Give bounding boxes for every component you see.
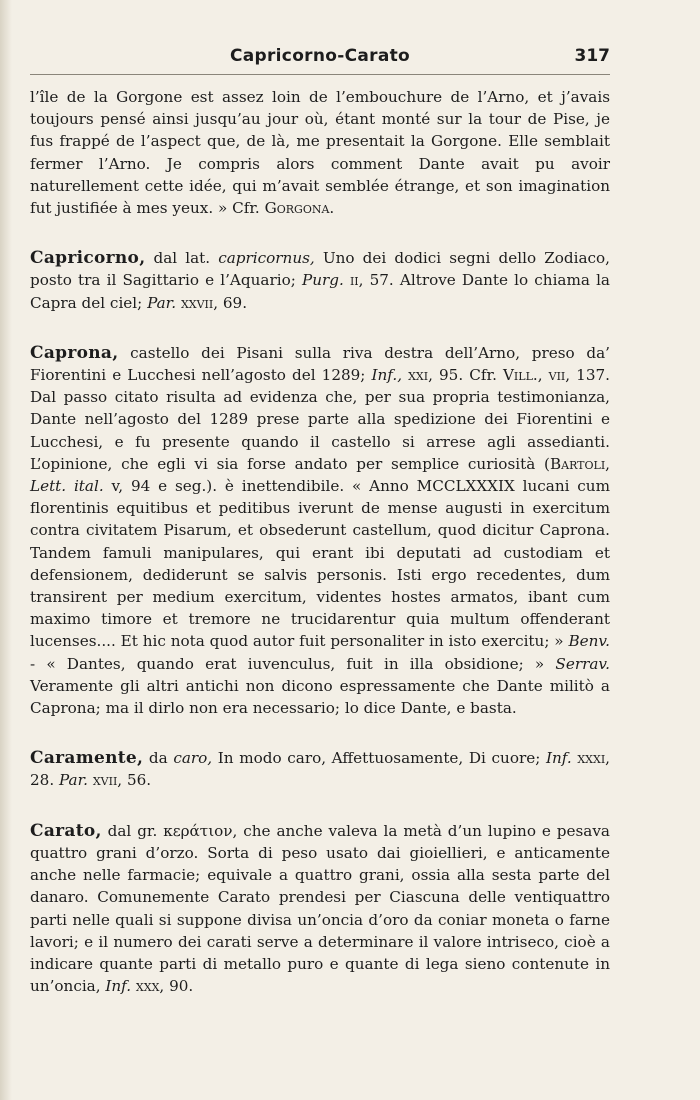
entry-text: castello dei Pisani sulla riva destra dell’Arno, preso da’ Fiorentini e Lucchesi nell’agosto del 1289; xyxy=(30,343,610,385)
entry-text: , 57. Altrove Dante lo chiama la Capra del ciel; xyxy=(30,271,610,312)
header-rule xyxy=(30,74,610,75)
citation-canto: xxx xyxy=(135,977,160,996)
citation-work: Par. xyxy=(58,771,88,790)
citation-canto: vii xyxy=(548,366,566,385)
entry-text: Veramente gli altri antichi non dicono espressamente che Dante militò a Caprona; ma il dirlo non era necessario; lo dice Dante, e basta. xyxy=(30,676,610,718)
entry-text: v, 94 e seg.). è inettendibile. « Anno MCCLXXXIX lucani cum florentinis equitibus et peditibus iverunt de mense augusti in exercitum contra civitatem Pisarum, et obsederunt castellum, quod dicitur Caprona. Tandem famuli manipulares, qui erant ibi deputati ad custodiam et defensionem, dediderunt se salvis personis. Isti ergo recedentes, dum transirent per medium exercitum, videntes hostes armatos, ibant cum maximo timore et tremore ne trucidarentur quia multum offenderant lucenses.... Et hic nota quod autor fuit personaliter in isto exercitu; » xyxy=(30,477,610,651)
entry-text: , 95. Cfr. xyxy=(428,366,503,385)
citation-commentator: Benv. xyxy=(568,632,610,651)
citation-canto: xxvii xyxy=(180,293,214,312)
entry-capricorno xyxy=(30,247,610,314)
citation-work: Par. xyxy=(147,293,177,312)
citation-canto: xvii xyxy=(92,771,118,790)
entry-text: - « Dantes, quando erat iuvenculus, fuit in illa obsidione; » xyxy=(30,654,556,673)
entry-text: , 28. xyxy=(30,749,610,790)
citation-work: Inf. xyxy=(545,749,572,768)
page-edge-shadow xyxy=(0,0,12,1100)
entry-text: dal gr. κεράτιον, che anche valeva la metà d’un lupino e pesava quattro grani d’orzo. Sorta di peso usato dai gioiellieri, e anticamente anche nelle farmacie; equivale a quattro grani, ossia alla sesta parte del danaro. Comunemente Carato prendesi per Ciascuna delle ventiquattro parti nelle quali si suppone divisa un’oncia d’oro da coniar moneta o farne lavori; e il numero dei carati serve a determinare il valore intriseco, cioè a indicare quante parti di metallo puro e quante di lega sieno contenute in un’oncia, xyxy=(30,821,610,996)
entry-headword: Carato, xyxy=(30,820,102,841)
citation-work: Purg. xyxy=(301,271,344,290)
citation-canto: xxi xyxy=(408,366,429,385)
intro-paragraph xyxy=(30,86,610,219)
entry-text: , xyxy=(605,454,610,473)
page-body xyxy=(30,86,610,997)
entry-text: Uno dei dodici segni dello Zodiaco, posto tra il Sagittario e l’Aquario; xyxy=(30,249,610,290)
page-header xyxy=(30,40,610,80)
entry-headword: Capricorno, xyxy=(30,248,146,269)
entry-text: , xyxy=(537,366,549,385)
running-head: Capricorno-Carato xyxy=(229,46,410,66)
entry-headword: Caprona, xyxy=(30,342,119,363)
entry-italic: capricornus, xyxy=(218,249,315,268)
citation-canto: ii xyxy=(349,271,359,290)
entry-caramente xyxy=(30,747,610,791)
citation-commentator: Serrav. xyxy=(555,654,610,673)
entry-italic: caro, xyxy=(173,749,213,768)
entry-text: , 56. xyxy=(117,771,152,790)
citation-work: Inf. xyxy=(105,977,132,996)
entry-carato xyxy=(30,820,610,998)
entry-text: , 137. Dal passo citato risulta ad evidenza che, per sua propria testimonianza, Dante nell’agosto del 1289 prese parte alla spedizione dei Fiorentini e Lucchesi, e fu presente quando il castello si arrese agli assedianti. L’opinione, che egli vi sia forse andato per semplice curiosità ( xyxy=(30,366,610,473)
entry-text: , 69. xyxy=(213,293,248,312)
entry-caprona xyxy=(30,342,610,719)
citation-author: Vill. xyxy=(502,366,538,385)
entry-text: dal lat. xyxy=(145,249,219,268)
citation-author: Bartoli xyxy=(549,454,606,473)
entry-text: In modo caro, Affettuosamente, Di cuore; xyxy=(212,749,546,768)
intro-text: l’île de la Gorgone est assez loin de l’embouchure de l’Arno, et j’avais toujours pensé ainsi jusqu’au jour où, étant monté sur la tour de Pise, je fus frappé de l’aspect que, de là, me presentait la Gorgone. Elle semblait fermer l’Arno. Je compris alors comment Dante avait pu avoir naturellement cette idée, qui m’avait semblée étrange, et son imagination fut justifiée à mes yeux. » Cfr. xyxy=(30,88,610,218)
citation-canto: xxxi xyxy=(577,749,606,768)
intro-end: . xyxy=(329,199,335,218)
citation-work: Inf., xyxy=(371,366,403,385)
cross-reference: Gorgona xyxy=(264,199,330,218)
page-number: 317 xyxy=(574,46,610,66)
citation-work: Lett. ital. xyxy=(30,477,104,496)
entry-headword: Caramente, xyxy=(30,748,144,769)
entry-text: da xyxy=(143,749,174,768)
entry-text: , 90. xyxy=(159,977,194,996)
